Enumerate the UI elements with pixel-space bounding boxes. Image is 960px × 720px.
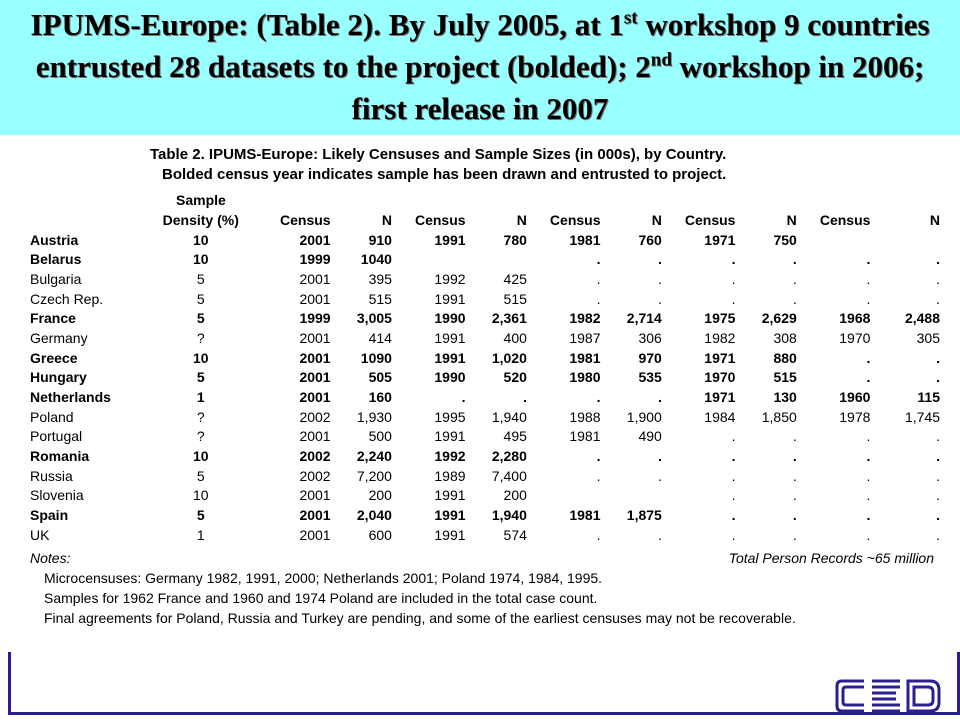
table-subcaption: Bolded census year indicates sample has been drawn and entrusted to project. [162, 166, 727, 183]
census-cell: 2001 [299, 428, 331, 445]
census-cell: 2002 [299, 467, 331, 484]
n-cell: . [936, 369, 940, 386]
n-cell: 750 [773, 231, 797, 248]
census-cell: 2002 [299, 448, 331, 465]
n-cell: 535 [638, 369, 662, 386]
census-cell: 2001 [299, 507, 331, 524]
n-cell: 1,745 [904, 408, 940, 425]
census-cell: . [731, 448, 736, 465]
census-cell: . [731, 251, 736, 268]
census-cell: 2001 [299, 270, 331, 287]
census-cell: 1971 [704, 389, 736, 406]
census-cell: . [596, 251, 601, 268]
density-cell: 5 [196, 507, 205, 524]
census-cell: 1982 [704, 329, 736, 346]
n-cell: 970 [638, 349, 662, 366]
n-cell: . [936, 428, 940, 445]
census-cell: 1970 [839, 329, 871, 346]
census-cell: 1987 [569, 329, 601, 346]
census-cell: . [596, 467, 601, 484]
title-superscript-1: st [623, 7, 638, 29]
census-cell: . [596, 290, 601, 307]
density-cell: 5 [196, 467, 205, 484]
n-cell: 395 [368, 270, 392, 287]
census-cell: 2001 [299, 487, 331, 504]
n-cell: . [792, 507, 797, 524]
census-cell [392, 249, 466, 269]
n-cell: . [792, 448, 797, 465]
country-cell: Poland [30, 408, 74, 425]
country-cell: Romania [30, 448, 90, 465]
n-cell: . [936, 448, 940, 465]
n-cell: . [523, 389, 527, 406]
n-cell: . [657, 526, 662, 543]
header-census: Census [549, 211, 601, 228]
ced-logo-icon [834, 678, 944, 714]
table-row [30, 289, 940, 309]
census-cell: 1970 [704, 369, 736, 386]
census-cell: 1960 [839, 389, 871, 406]
density-cell: 5 [196, 290, 205, 307]
table-row [30, 387, 940, 407]
n-cell [601, 486, 662, 506]
table-row [30, 328, 940, 348]
n-cell: 2,240 [356, 448, 392, 465]
n-cell: 414 [368, 329, 392, 346]
n-cell: 7,200 [356, 467, 392, 484]
n-cell: 1,900 [626, 408, 662, 425]
n-cell: 2,361 [491, 310, 527, 327]
census-cell: 1988 [569, 408, 601, 425]
header-country [30, 210, 145, 230]
country-cell: Germany [30, 329, 88, 346]
census-cell: . [596, 448, 601, 465]
n-cell: 760 [638, 231, 662, 248]
table-row [30, 348, 940, 368]
n-cell: 505 [368, 369, 392, 386]
table-row [30, 269, 940, 289]
census-cell: . [866, 349, 871, 366]
title-text-2: workshop 9 countries entrusted 28 datasets to the project (bolded); 2 [35, 7, 930, 84]
census-cell: 2001 [299, 329, 331, 346]
header-row [30, 210, 940, 230]
n-cell: 515 [503, 290, 527, 307]
census-cell: 1980 [569, 369, 601, 386]
n-cell: 306 [638, 329, 662, 346]
census-cell [797, 230, 871, 250]
density-cell: 10 [192, 231, 209, 248]
n-cell: 1,875 [626, 507, 662, 524]
census-cell: 1968 [839, 310, 871, 327]
census-cell: 1982 [569, 310, 601, 327]
census-cell: . [731, 290, 736, 307]
census-cell: . [866, 270, 871, 287]
n-cell: 2,488 [904, 310, 940, 327]
country-cell: Slovenia [30, 487, 84, 504]
n-cell: 520 [503, 369, 527, 386]
census-cell: . [731, 526, 736, 543]
census-cell: 1991 [434, 507, 466, 524]
n-cell: 308 [773, 329, 797, 346]
table-row [30, 466, 940, 486]
n-cell: 2,714 [626, 310, 662, 327]
n-cell: . [657, 448, 662, 465]
n-cell [870, 230, 940, 250]
country-cell: UK [30, 526, 50, 543]
n-cell: 115 [917, 389, 940, 406]
census-cell: . [866, 369, 871, 386]
country-cell: Czech Rep. [30, 290, 104, 307]
census-cell: . [866, 467, 871, 484]
census-cell: . [596, 389, 601, 406]
census-cell: 2001 [299, 290, 331, 307]
header-census: Census [280, 211, 331, 228]
table-row [30, 505, 940, 525]
census-cell: . [731, 487, 736, 504]
census-cell: . [596, 270, 601, 287]
notes-label: Notes: [30, 550, 71, 566]
density-cell: 5 [196, 310, 205, 327]
n-cell: 305 [916, 329, 940, 346]
n-cell: 130 [773, 389, 797, 406]
table-row [30, 308, 940, 328]
density-cell: 5 [196, 369, 205, 386]
header-sample: Sample [176, 192, 226, 208]
census-cell: . [866, 251, 871, 268]
census-cell: 1999 [299, 251, 331, 268]
table-row [30, 407, 940, 427]
census-cell: . [731, 467, 736, 484]
title-text-1: IPUMS-Europe: (Table 2). By July 2005, at 1 [30, 7, 624, 42]
country-cell: Russia [30, 467, 73, 484]
title-text-3: workshop in 2006; first release in 2007 [351, 49, 925, 126]
n-cell: 910 [368, 231, 392, 248]
n-cell: . [936, 251, 940, 268]
header-n: N [651, 211, 662, 228]
table-body [30, 210, 940, 545]
census-cell: 2001 [299, 369, 331, 386]
n-cell: . [792, 487, 797, 504]
country-cell: Spain [30, 507, 69, 524]
header-census: Census [684, 211, 736, 228]
n-cell: 2,280 [491, 448, 527, 465]
density-cell: 10 [192, 349, 209, 366]
n-cell: 400 [503, 329, 527, 346]
country-cell: Netherlands [30, 389, 111, 406]
census-cell: . [731, 428, 736, 445]
n-cell: 1,940 [491, 507, 527, 524]
n-cell: 200 [503, 487, 527, 504]
census-cell: 2002 [299, 408, 331, 425]
census-cell: 1991 [434, 290, 466, 307]
n-cell: 1,020 [491, 349, 527, 366]
n-cell: . [657, 389, 662, 406]
census-cell: 1981 [569, 507, 601, 524]
header-census: Census [819, 211, 871, 228]
n-cell: 1,940 [491, 408, 527, 425]
n-cell: . [792, 467, 797, 484]
census-cell: 1995 [434, 408, 466, 425]
census-cell: 2001 [299, 526, 331, 543]
census-cell: 1981 [569, 428, 601, 445]
census-cell: 1991 [434, 329, 466, 346]
n-cell: . [792, 251, 797, 268]
census-cell: . [866, 448, 871, 465]
n-cell: 425 [503, 270, 527, 287]
census-cell: . [866, 487, 871, 504]
header-density: Density (%) [162, 211, 239, 228]
country-cell: Belarus [30, 251, 82, 268]
country-cell: Austria [30, 231, 79, 248]
note-line: Microcensuses: Germany 1982, 1991, 2000; Netherlands 2001; Poland 1974, 1984, 1995. [44, 570, 603, 586]
census-cell: 1981 [569, 349, 601, 366]
n-cell: . [792, 526, 797, 543]
n-cell: 1,930 [356, 408, 392, 425]
slide-frame [8, 652, 960, 715]
n-cell [466, 249, 527, 269]
n-cell: 1040 [360, 251, 392, 268]
total-records: Total Person Records ~65 million [728, 550, 934, 566]
n-cell: 500 [368, 428, 392, 445]
n-cell: 1,850 [761, 408, 797, 425]
n-cell: 1090 [360, 349, 392, 366]
census-cell: 1981 [569, 231, 601, 248]
n-cell: . [657, 251, 662, 268]
table-row [30, 368, 940, 388]
n-cell: . [936, 349, 940, 366]
census-cell: 1990 [434, 310, 466, 327]
census-cell: . [866, 507, 871, 524]
n-cell: 515 [773, 369, 797, 386]
note-line: Final agreements for Poland, Russia and Turkey are pending, and some of the earliest censuses may not be recoverable. [44, 610, 796, 626]
census-cell: . [866, 526, 871, 543]
census-cell: . [731, 507, 736, 524]
census-cell: 1991 [434, 487, 466, 504]
n-cell: 495 [503, 428, 527, 445]
census-cell: 1991 [434, 349, 466, 366]
table-row [30, 446, 940, 466]
n-cell: . [792, 290, 797, 307]
density-cell: ? [196, 408, 205, 425]
census-cell: 1991 [434, 428, 466, 445]
census-cell: . [461, 389, 466, 406]
header-census: Census [414, 211, 466, 228]
country-cell: France [30, 310, 76, 327]
slide-title [0, 0, 960, 130]
n-cell: . [657, 290, 662, 307]
density-cell: 10 [192, 448, 209, 465]
census-cell: . [596, 526, 601, 543]
census-cell: 1991 [434, 526, 466, 543]
density-cell: ? [196, 329, 205, 346]
header-n: N [381, 211, 392, 228]
census-cell: 1978 [839, 408, 871, 425]
census-cell: 1990 [434, 369, 466, 386]
country-cell: Greece [30, 349, 78, 366]
n-cell: . [936, 290, 940, 307]
n-cell: 880 [773, 349, 797, 366]
census-cell: 1971 [704, 349, 736, 366]
census-cell: 1992 [434, 448, 466, 465]
country-cell: Hungary [30, 369, 87, 386]
density-cell: 10 [192, 487, 209, 504]
n-cell: 3,005 [356, 310, 392, 327]
n-cell: 600 [368, 526, 392, 543]
n-cell: . [936, 507, 940, 524]
density-cell: 1 [196, 526, 205, 543]
census-cell: 1991 [434, 231, 466, 248]
n-cell: 2,040 [356, 507, 392, 524]
n-cell: 515 [368, 290, 392, 307]
n-cell: . [792, 270, 797, 287]
table-row [30, 525, 940, 545]
n-cell: . [936, 270, 940, 287]
n-cell: 2,629 [761, 310, 797, 327]
header-n: N [516, 211, 527, 228]
table-row [30, 486, 940, 506]
n-cell: 7,400 [491, 467, 527, 484]
census-cell: 2001 [299, 231, 331, 248]
census-cell: 1992 [434, 270, 466, 287]
title-band [0, 0, 960, 135]
census-cell: . [866, 290, 871, 307]
n-cell: 200 [368, 487, 392, 504]
header-n: N [786, 211, 797, 228]
density-cell: 1 [196, 389, 205, 406]
note-line: Samples for 1962 France and 1960 and 1974 Poland are included in the total case count. [44, 590, 598, 606]
census-cell [527, 486, 601, 506]
country-cell: Bulgaria [30, 270, 82, 287]
table-caption: Table 2. IPUMS-Europe: Likely Censuses and Sample Sizes (in 000s), by Country. [150, 146, 727, 163]
census-cell: 1971 [704, 231, 736, 248]
n-cell: . [936, 526, 940, 543]
census-cell: 1975 [704, 310, 736, 327]
n-cell: . [936, 467, 940, 484]
table-row [30, 249, 940, 269]
density-cell: ? [196, 428, 205, 445]
census-cell: . [866, 428, 871, 445]
n-cell: . [657, 467, 662, 484]
n-cell: . [792, 428, 797, 445]
census-cell: 2001 [299, 349, 331, 366]
census-cell: 2001 [299, 389, 331, 406]
density-cell: 5 [196, 270, 205, 287]
n-cell: . [936, 487, 940, 504]
n-cell: 574 [503, 526, 527, 543]
census-cell: . [731, 270, 736, 287]
table-row [30, 230, 940, 250]
census-cell: 1999 [299, 310, 331, 327]
density-cell: 10 [192, 251, 209, 268]
census-cell: 1989 [434, 467, 466, 484]
census-table [30, 210, 940, 545]
n-cell: 160 [368, 389, 392, 406]
header-n: N [929, 211, 940, 228]
n-cell: . [657, 270, 662, 287]
table-row [30, 427, 940, 447]
census-cell: 1984 [704, 408, 736, 425]
n-cell: 780 [503, 231, 527, 248]
title-superscript-2: nd [650, 49, 672, 71]
country-cell: Portugal [30, 428, 83, 445]
n-cell: 490 [638, 428, 662, 445]
